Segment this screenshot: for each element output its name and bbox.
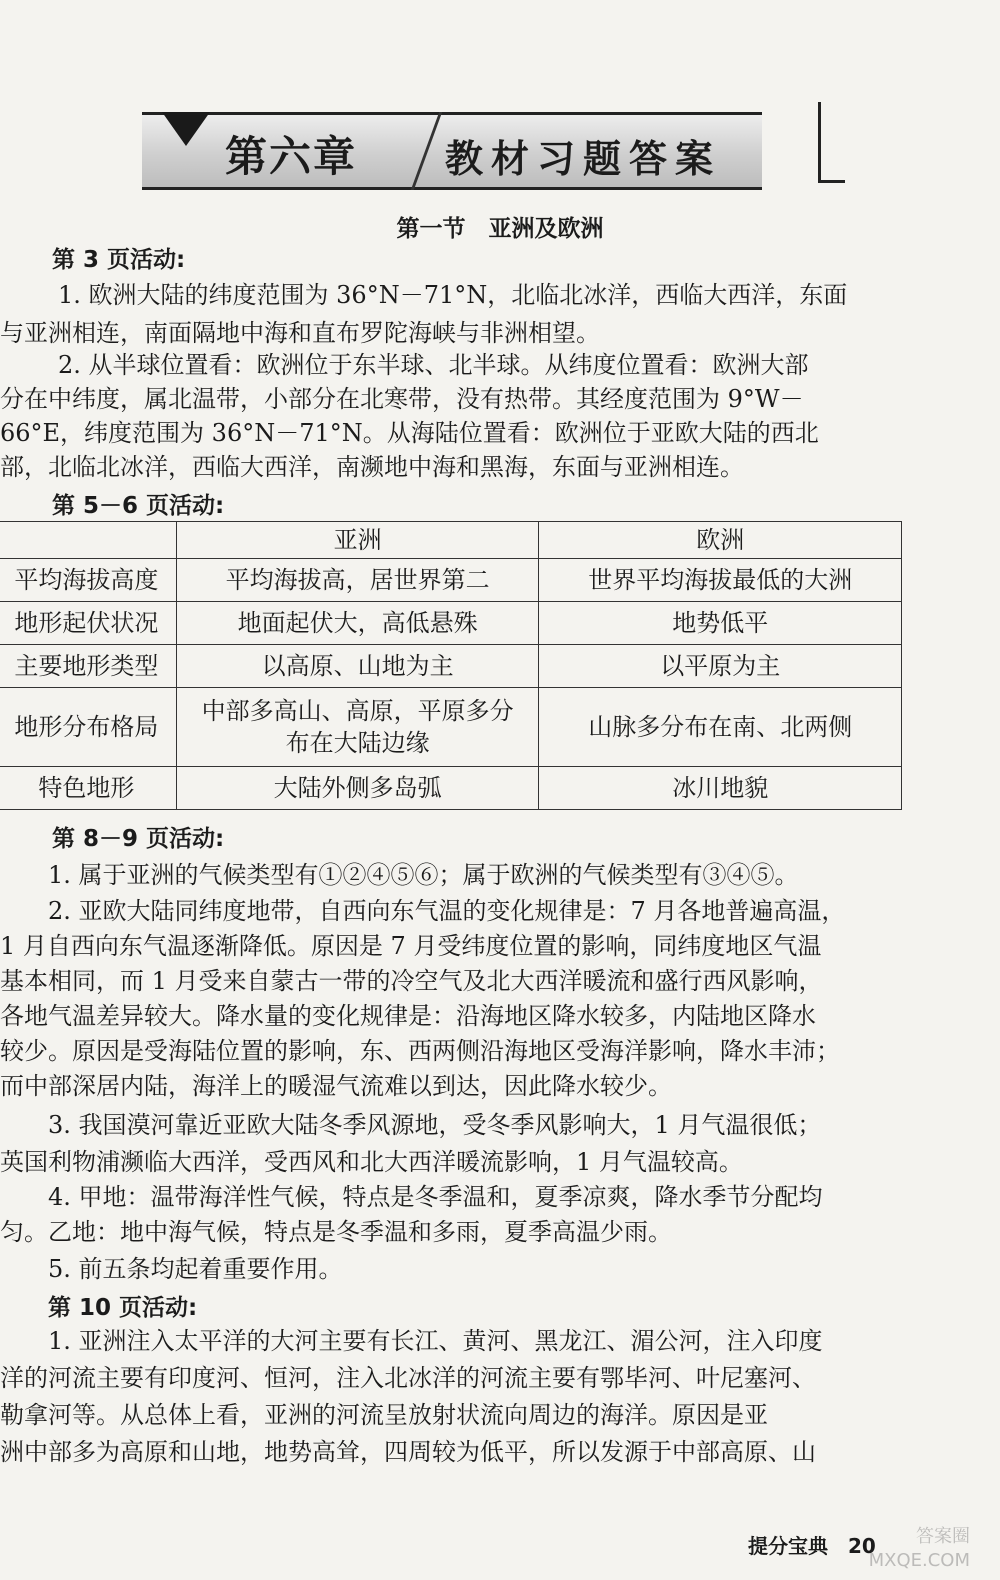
banner-triangle-icon — [162, 112, 210, 146]
table-cell: 地面起伏大，高低悬殊 — [176, 602, 539, 645]
comparison-table — [0, 521, 902, 810]
text-line: 洲中部多为高原和山地，地势高耸，四周较为低平，所以发源于中部高原、山 — [0, 1438, 816, 1466]
table-row — [0, 688, 902, 767]
table-cell: 大陆外侧多岛弧 — [176, 767, 539, 810]
table-row — [0, 559, 902, 602]
table-cell: 世界平均海拔最低的大洲 — [539, 559, 902, 602]
table-cell: 山脉多分布在南、北两侧 — [539, 688, 902, 767]
table-cell: 平均海拔高，居世界第二 — [176, 559, 539, 602]
activity-heading: 第 3 页活动: — [52, 247, 186, 273]
table-cell: 地形分布格局 — [0, 688, 176, 767]
text-line: 各地气温差异较大。降水量的变化规律是：沿海地区降水较多，内陆地区降水 — [0, 1002, 816, 1030]
text-line: 1. 欧洲大陆的纬度范围为 36°N－71°N，北临北冰洋，西临大西洋，东面 — [58, 281, 848, 309]
table-cell: 特色地形 — [0, 767, 176, 810]
text-line: 英国利物浦濒临大西洋，受西风和北大西洋暖流影响，1 月气温较高。 — [0, 1148, 743, 1176]
table-cell: 地形起伏状况 — [0, 602, 176, 645]
text-line: 4. 甲地：温带海洋性气候，特点是冬季温和，夏季凉爽，降水季节分配均 — [48, 1183, 823, 1211]
text-line: 匀。乙地：地中海气候，特点是冬季温和多雨，夏季高温少雨。 — [0, 1218, 672, 1246]
text-line: 基本相同，而 1 月受来自蒙古一带的冷空气及北大西洋暖流和盛行西风影响， — [0, 967, 823, 995]
text-line: 部，北临北冰洋，西临大西洋，南濒地中海和黑海，东面与亚洲相连。 — [0, 453, 744, 481]
text-line: 5. 前五条均起着重要作用。 — [48, 1255, 343, 1283]
activity-heading: 第 10 页活动: — [48, 1295, 198, 1321]
table-row — [0, 645, 902, 688]
table-cell: 平均海拔高度 — [0, 559, 176, 602]
table-cell: 主要地形类型 — [0, 645, 176, 688]
table-header-cell: 亚洲 — [176, 522, 539, 559]
table-header-row — [0, 522, 902, 559]
activity-heading: 第 5－6 页活动: — [52, 493, 225, 519]
text-line: 而中部深居内陆，海洋上的暖湿气流难以到达，因此降水较少。 — [0, 1072, 672, 1100]
watermark: 答案圈 MXQE.COM — [868, 1526, 970, 1571]
chapter-number: 第六章 — [225, 132, 358, 181]
text-line: 1. 亚洲注入太平洋的大河主要有长江、黄河、黑龙江、湄公河，注入印度 — [48, 1327, 823, 1355]
text-line: 勒拿河等。从总体上看，亚洲的河流呈放射状流向周边的海洋。原因是亚 — [0, 1401, 768, 1429]
section-title: 第一节 亚洲及欧洲 — [396, 216, 604, 242]
corner-mark — [818, 102, 845, 183]
table-cell: 冰川地貌 — [539, 767, 902, 810]
table-row — [0, 602, 902, 645]
text-line: 洋的河流主要有印度河、恒河，注入北冰洋的河流主要有鄂毕河、叶尼塞河、 — [0, 1364, 816, 1392]
table-cell: 以平原为主 — [539, 645, 902, 688]
text-line: 66°E，纬度范围为 36°N－71°N。从海陆位置看：欧洲位于亚欧大陆的西北 — [0, 419, 819, 447]
table-cell: 以高原、山地为主 — [176, 645, 539, 688]
table-cell: 中部多高山、高原，平原多分布在大陆边缘 — [176, 688, 539, 767]
text-line: 1. 属于亚洲的气候类型有①②④⑤⑥；属于欧洲的气候类型有③④⑤。 — [48, 861, 799, 889]
text-line: 2. 从半球位置看：欧洲位于东半球、北半球。从纬度位置看：欧洲大部 — [58, 351, 809, 379]
table-row — [0, 767, 902, 810]
text-line: 与亚洲相连，南面隔地中海和直布罗陀海峡与非洲相望。 — [0, 319, 600, 347]
text-line: 较少。原因是受海陆位置的影响，东、西两侧沿海地区受海洋影响，降水丰沛； — [0, 1037, 840, 1065]
text-line: 2. 亚欧大陆同纬度地带，自西向东气温的变化规律是：7 月各地普遍高温， — [48, 897, 846, 925]
page-footer: 提分宝典 20 — [748, 1534, 876, 1558]
text-line: 3. 我国漠河靠近亚欧大陆冬季风源地，受冬季风影响大，1 月气温很低； — [48, 1111, 822, 1139]
text-line: 1 月自西向东气温逐渐降低。原因是 7 月受纬度位置的影响，同纬度地区气温 — [0, 932, 822, 960]
table-header-cell: 欧洲 — [539, 522, 902, 559]
text-line: 分在中纬度，属北温带，小部分在北寒带，没有热带。其经度范围为 9°W－ — [0, 385, 804, 413]
table-cell: 地势低平 — [539, 602, 902, 645]
chapter-title: 教材习题答案 — [445, 136, 722, 181]
activity-heading: 第 8－9 页活动: — [52, 826, 225, 852]
table-header-cell — [0, 522, 176, 559]
